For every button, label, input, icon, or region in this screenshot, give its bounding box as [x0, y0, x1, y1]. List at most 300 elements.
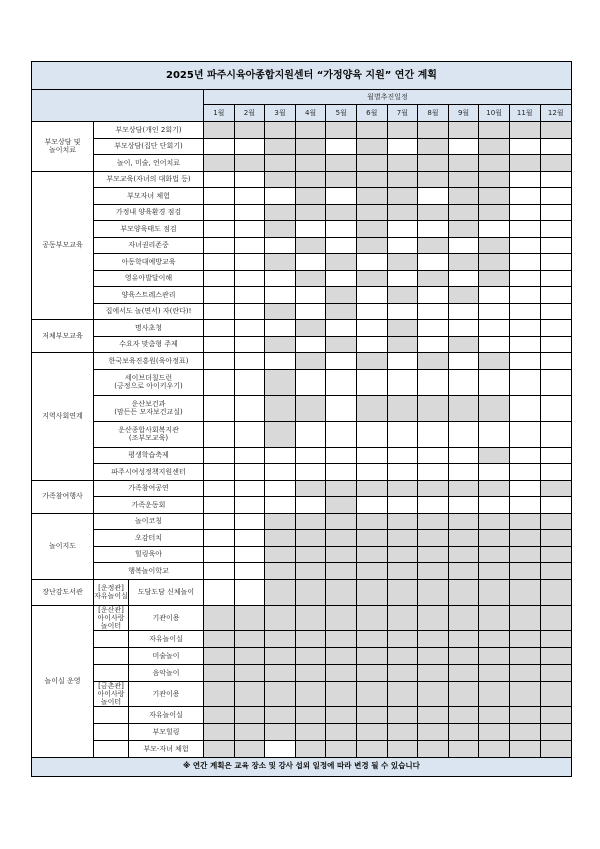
program-label: 기관이용 [152, 689, 180, 698]
empty-month-cell [509, 480, 540, 497]
empty-month-cell [204, 579, 235, 605]
scheduled-month-cell [265, 647, 296, 664]
empty-month-cell [326, 369, 357, 395]
empty-month-cell [540, 464, 571, 481]
empty-month-cell [509, 447, 540, 464]
empty-month-cell [418, 188, 449, 205]
empty-month-cell [448, 237, 479, 254]
scheduled-month-cell [326, 740, 357, 757]
scheduled-month-cell [387, 740, 418, 757]
empty-month-cell [540, 353, 571, 370]
empty-month-cell [265, 464, 296, 481]
scheduled-month-cell [479, 122, 510, 139]
scheduled-month-cell [540, 563, 571, 580]
scheduled-month-cell [295, 155, 326, 172]
activity-label: 가정내 양육환경 점검 [94, 204, 204, 221]
scheduled-month-cell [540, 605, 571, 630]
scheduled-month-cell [295, 647, 326, 664]
scheduled-month-cell [326, 605, 357, 630]
scheduled-month-cell [234, 155, 265, 172]
scheduled-month-cell [448, 395, 479, 421]
scheduled-month-cell [418, 204, 449, 221]
scheduled-month-cell [204, 740, 235, 757]
empty-month-cell [356, 320, 387, 337]
venue-spacer [94, 707, 129, 723]
scheduled-month-cell [295, 138, 326, 155]
scheduled-month-cell [295, 546, 326, 563]
scheduled-month-cell [387, 287, 418, 304]
footer-note: ※ 연간 계획은 교육 장소 및 강사 섭외 일정에 따라 변경 될 수 있습니다 [32, 757, 572, 776]
empty-month-cell [234, 221, 265, 238]
scheduled-month-cell [448, 579, 479, 605]
scheduled-month-cell [418, 546, 449, 563]
empty-month-cell [295, 287, 326, 304]
empty-month-cell [265, 480, 296, 497]
activity-label [94, 681, 204, 706]
empty-month-cell [204, 171, 235, 188]
empty-month-cell [479, 497, 510, 514]
empty-month-cell [540, 447, 571, 464]
scheduled-month-cell [387, 122, 418, 139]
empty-month-cell [234, 237, 265, 254]
empty-month-cell [479, 464, 510, 481]
empty-month-cell [204, 336, 235, 353]
empty-month-cell [356, 497, 387, 514]
scheduled-month-cell [540, 630, 571, 647]
empty-month-cell [509, 221, 540, 238]
scheduled-month-cell [265, 563, 296, 580]
scheduled-month-cell [265, 546, 296, 563]
scheduled-month-cell [356, 723, 387, 740]
program-label: 기관이용 [152, 613, 180, 622]
activity-label: 놀이, 미술, 언어치료 [94, 155, 204, 172]
scheduled-month-cell [540, 546, 571, 563]
scheduled-month-cell [448, 513, 479, 530]
scheduled-month-cell [479, 723, 510, 740]
month-header: 10월 [479, 105, 510, 122]
scheduled-month-cell [356, 237, 387, 254]
scheduled-month-cell [204, 605, 235, 630]
scheduled-month-cell [295, 723, 326, 740]
scheduled-month-cell [356, 740, 387, 757]
empty-month-cell [540, 254, 571, 271]
empty-month-cell [509, 254, 540, 271]
group-label: 부모상담 및 놀이치료 [32, 122, 94, 172]
activity-label: 명사초청 [94, 320, 204, 337]
activity-label: 부모자녀 체험 [94, 188, 204, 205]
empty-month-cell [234, 336, 265, 353]
scheduled-month-cell [356, 188, 387, 205]
empty-month-cell [509, 497, 540, 514]
scheduled-month-cell [204, 723, 235, 740]
scheduled-month-cell [448, 740, 479, 757]
scheduled-month-cell [234, 706, 265, 723]
group-label: 놀이지도 [32, 513, 94, 579]
empty-month-cell [479, 320, 510, 337]
scheduled-month-cell [418, 171, 449, 188]
empty-month-cell [509, 171, 540, 188]
scheduled-month-cell [418, 647, 449, 664]
activity-label: 부모양육태도 점검 [94, 221, 204, 238]
empty-month-cell [234, 480, 265, 497]
scheduled-month-cell [479, 155, 510, 172]
empty-month-cell [509, 336, 540, 353]
empty-month-cell [356, 421, 387, 447]
scheduled-month-cell [479, 530, 510, 547]
group-label: 가족참여행사 [32, 480, 94, 513]
scheduled-month-cell [479, 480, 510, 497]
empty-month-cell [204, 530, 235, 547]
scheduled-month-cell [418, 138, 449, 155]
group-label: 놀이실 운영 [32, 605, 94, 757]
scheduled-month-cell [295, 681, 326, 706]
activity-label [94, 664, 204, 681]
empty-month-cell [204, 513, 235, 530]
activity-label: 세이브더칠드런 (긍정으로 아이키우기) [94, 369, 204, 395]
empty-month-cell [234, 530, 265, 547]
scheduled-month-cell [418, 237, 449, 254]
scheduled-month-cell [356, 579, 387, 605]
program-label: 부모힐링 [152, 727, 180, 736]
schedule-header: 월별추진일정 [204, 90, 572, 105]
scheduled-month-cell [448, 706, 479, 723]
annual-plan-table [31, 61, 572, 777]
empty-month-cell [204, 563, 235, 580]
empty-month-cell [326, 464, 357, 481]
empty-month-cell [509, 204, 540, 221]
scheduled-month-cell [387, 530, 418, 547]
scheduled-month-cell [234, 723, 265, 740]
empty-month-cell [509, 237, 540, 254]
scheduled-month-cell [387, 546, 418, 563]
empty-month-cell [387, 270, 418, 287]
scheduled-month-cell [509, 579, 540, 605]
activity-label [94, 630, 204, 647]
venue-label: [금촌관] 아이사랑 놀이터 [94, 682, 129, 706]
activity-label: 한국보육진흥원(육아정표) [94, 353, 204, 370]
scheduled-month-cell [234, 681, 265, 706]
empty-month-cell [418, 421, 449, 447]
scheduled-month-cell [326, 480, 357, 497]
venue-label: [운정관] 자유놀이실 [94, 580, 129, 605]
program-label: 부모-자녀 체험 [143, 744, 189, 753]
scheduled-month-cell [448, 254, 479, 271]
scheduled-month-cell [356, 681, 387, 706]
scheduled-month-cell [418, 681, 449, 706]
empty-month-cell [234, 353, 265, 370]
empty-month-cell [387, 303, 418, 320]
scheduled-month-cell [448, 155, 479, 172]
empty-month-cell [234, 254, 265, 271]
empty-month-cell [479, 421, 510, 447]
empty-month-cell [204, 546, 235, 563]
activity-label [94, 647, 204, 664]
empty-month-cell [540, 320, 571, 337]
annual-plan-document [31, 61, 571, 777]
scheduled-month-cell [356, 563, 387, 580]
scheduled-month-cell [356, 171, 387, 188]
scheduled-month-cell [204, 664, 235, 681]
scheduled-month-cell [265, 303, 296, 320]
scheduled-month-cell [479, 706, 510, 723]
scheduled-month-cell [448, 563, 479, 580]
scheduled-month-cell [326, 681, 357, 706]
empty-month-cell [540, 171, 571, 188]
scheduled-month-cell [356, 122, 387, 139]
empty-month-cell [448, 464, 479, 481]
empty-month-cell [326, 188, 357, 205]
scheduled-month-cell [479, 138, 510, 155]
scheduled-month-cell [265, 605, 296, 630]
scheduled-month-cell [265, 513, 296, 530]
scheduled-month-cell [418, 630, 449, 647]
scheduled-month-cell [387, 513, 418, 530]
month-header: 9월 [448, 105, 479, 122]
empty-month-cell [387, 353, 418, 370]
empty-month-cell [204, 497, 235, 514]
empty-month-cell [509, 353, 540, 370]
empty-month-cell [509, 303, 540, 320]
scheduled-month-cell [448, 647, 479, 664]
activity-label: 수요자 맞춤형 주제 [94, 336, 204, 353]
empty-month-cell [204, 188, 235, 205]
scheduled-month-cell [448, 336, 479, 353]
scheduled-month-cell [295, 188, 326, 205]
venue-spacer [94, 741, 129, 757]
scheduled-month-cell [479, 395, 510, 421]
scheduled-month-cell [234, 605, 265, 630]
empty-month-cell [356, 369, 387, 395]
empty-month-cell [265, 287, 296, 304]
empty-month-cell [295, 447, 326, 464]
empty-month-cell [448, 353, 479, 370]
empty-month-cell [326, 237, 357, 254]
empty-month-cell [540, 221, 571, 238]
empty-month-cell [326, 320, 357, 337]
scheduled-month-cell [234, 630, 265, 647]
empty-month-cell [265, 497, 296, 514]
scheduled-month-cell [265, 254, 296, 271]
empty-month-cell [509, 464, 540, 481]
empty-month-cell [295, 421, 326, 447]
group-label: 저체부모교육 [32, 320, 94, 353]
month-header: 3월 [265, 105, 296, 122]
scheduled-month-cell [448, 221, 479, 238]
empty-month-cell [326, 221, 357, 238]
empty-month-cell [204, 464, 235, 481]
group-label: 장난감도서관 [32, 579, 94, 605]
scheduled-month-cell [356, 630, 387, 647]
scheduled-month-cell [326, 171, 357, 188]
scheduled-month-cell [265, 204, 296, 221]
scheduled-month-cell [479, 204, 510, 221]
scheduled-month-cell [326, 664, 357, 681]
scheduled-month-cell [265, 138, 296, 155]
empty-month-cell [204, 421, 235, 447]
scheduled-month-cell [204, 122, 235, 139]
scheduled-month-cell [387, 605, 418, 630]
scheduled-month-cell [387, 480, 418, 497]
scheduled-month-cell [295, 320, 326, 337]
scheduled-month-cell [418, 155, 449, 172]
scheduled-month-cell [418, 270, 449, 287]
scheduled-month-cell [295, 395, 326, 421]
month-header: 12월 [540, 105, 571, 122]
scheduled-month-cell [234, 740, 265, 757]
activity-label: 아동학대예방교육 [94, 254, 204, 271]
scheduled-month-cell [387, 647, 418, 664]
scheduled-month-cell [509, 530, 540, 547]
scheduled-month-cell [540, 530, 571, 547]
empty-month-cell [418, 287, 449, 304]
program-label: 음악놀이 [152, 668, 180, 677]
empty-month-cell [448, 320, 479, 337]
empty-month-cell [204, 221, 235, 238]
program-label: 미술놀이 [152, 651, 180, 660]
activity-label: 부모교육(자녀의 대화법 등) [94, 171, 204, 188]
scheduled-month-cell [479, 270, 510, 287]
group-label: 지역사회연계 [32, 353, 94, 481]
empty-month-cell [540, 204, 571, 221]
scheduled-month-cell [387, 630, 418, 647]
empty-month-cell [387, 138, 418, 155]
scheduled-month-cell [326, 630, 357, 647]
scheduled-month-cell [418, 706, 449, 723]
empty-month-cell [265, 740, 296, 757]
empty-month-cell [448, 369, 479, 395]
venue-label: [운산관] 아이사랑 놀이터 [94, 606, 129, 630]
scheduled-month-cell [540, 740, 571, 757]
activity-label [94, 579, 204, 605]
empty-month-cell [479, 336, 510, 353]
month-header: 6월 [356, 105, 387, 122]
scheduled-month-cell [540, 664, 571, 681]
venue-spacer [94, 648, 129, 664]
empty-month-cell [204, 254, 235, 271]
activity-label: 자녀권리존중 [94, 237, 204, 254]
empty-month-cell [234, 204, 265, 221]
scheduled-month-cell [418, 480, 449, 497]
empty-month-cell [234, 563, 265, 580]
empty-month-cell [265, 353, 296, 370]
scheduled-month-cell [540, 155, 571, 172]
empty-month-cell [479, 221, 510, 238]
empty-month-cell [540, 303, 571, 320]
scheduled-month-cell [540, 647, 571, 664]
scheduled-month-cell [326, 647, 357, 664]
activity-label: 집에서도 놀(면서) 자(란다)! [94, 303, 204, 320]
empty-month-cell [509, 188, 540, 205]
empty-month-cell [479, 303, 510, 320]
scheduled-month-cell [509, 723, 540, 740]
empty-month-cell [448, 447, 479, 464]
empty-month-cell [234, 546, 265, 563]
scheduled-month-cell [356, 353, 387, 370]
scheduled-month-cell [356, 270, 387, 287]
scheduled-month-cell [295, 270, 326, 287]
scheduled-month-cell [265, 395, 296, 421]
empty-month-cell [387, 237, 418, 254]
empty-month-cell [265, 270, 296, 287]
venue-spacer [94, 665, 129, 681]
scheduled-month-cell [326, 530, 357, 547]
scheduled-month-cell [295, 630, 326, 647]
scheduled-month-cell [295, 480, 326, 497]
empty-month-cell [295, 303, 326, 320]
activity-label: 양육스트레스관리 [94, 287, 204, 304]
scheduled-month-cell [356, 221, 387, 238]
empty-month-cell [509, 395, 540, 421]
empty-month-cell [326, 138, 357, 155]
scheduled-month-cell [295, 353, 326, 370]
scheduled-month-cell [418, 605, 449, 630]
empty-month-cell [540, 287, 571, 304]
empty-month-cell [356, 287, 387, 304]
scheduled-month-cell [448, 723, 479, 740]
activity-label: 부모상담(개인 2회기) [94, 122, 204, 139]
empty-month-cell [356, 254, 387, 271]
empty-month-cell [479, 369, 510, 395]
scheduled-month-cell [265, 421, 296, 447]
scheduled-month-cell [326, 204, 357, 221]
scheduled-month-cell [479, 630, 510, 647]
scheduled-month-cell [387, 171, 418, 188]
scheduled-month-cell [326, 546, 357, 563]
empty-month-cell [234, 320, 265, 337]
scheduled-month-cell [418, 353, 449, 370]
scheduled-month-cell [509, 630, 540, 647]
scheduled-month-cell [479, 546, 510, 563]
scheduled-month-cell [265, 579, 296, 605]
empty-month-cell [387, 421, 418, 447]
scheduled-month-cell [448, 630, 479, 647]
scheduled-month-cell [356, 664, 387, 681]
scheduled-month-cell [479, 740, 510, 757]
scheduled-month-cell [356, 706, 387, 723]
empty-month-cell [509, 138, 540, 155]
empty-month-cell [540, 270, 571, 287]
scheduled-month-cell [418, 563, 449, 580]
empty-month-cell [509, 421, 540, 447]
scheduled-month-cell [326, 563, 357, 580]
scheduled-month-cell [326, 706, 357, 723]
activity-label: 힐링육아 [94, 546, 204, 563]
empty-month-cell [418, 369, 449, 395]
scheduled-month-cell [448, 480, 479, 497]
scheduled-month-cell [509, 681, 540, 706]
scheduled-month-cell [418, 530, 449, 547]
empty-month-cell [234, 497, 265, 514]
empty-month-cell [448, 303, 479, 320]
empty-month-cell [418, 497, 449, 514]
empty-month-cell [356, 464, 387, 481]
empty-month-cell [234, 447, 265, 464]
empty-month-cell [204, 320, 235, 337]
scheduled-month-cell [295, 204, 326, 221]
empty-month-cell [326, 447, 357, 464]
scheduled-month-cell [540, 579, 571, 605]
empty-month-cell [540, 188, 571, 205]
scheduled-month-cell [326, 155, 357, 172]
scheduled-month-cell [509, 513, 540, 530]
empty-month-cell [204, 447, 235, 464]
scheduled-month-cell [448, 681, 479, 706]
empty-month-cell [448, 421, 479, 447]
activity-label: 운산종합사회복지관 (조부모교육) [94, 421, 204, 447]
scheduled-month-cell [265, 122, 296, 139]
activity-label: 행복놀이학교 [94, 563, 204, 580]
empty-month-cell [234, 464, 265, 481]
